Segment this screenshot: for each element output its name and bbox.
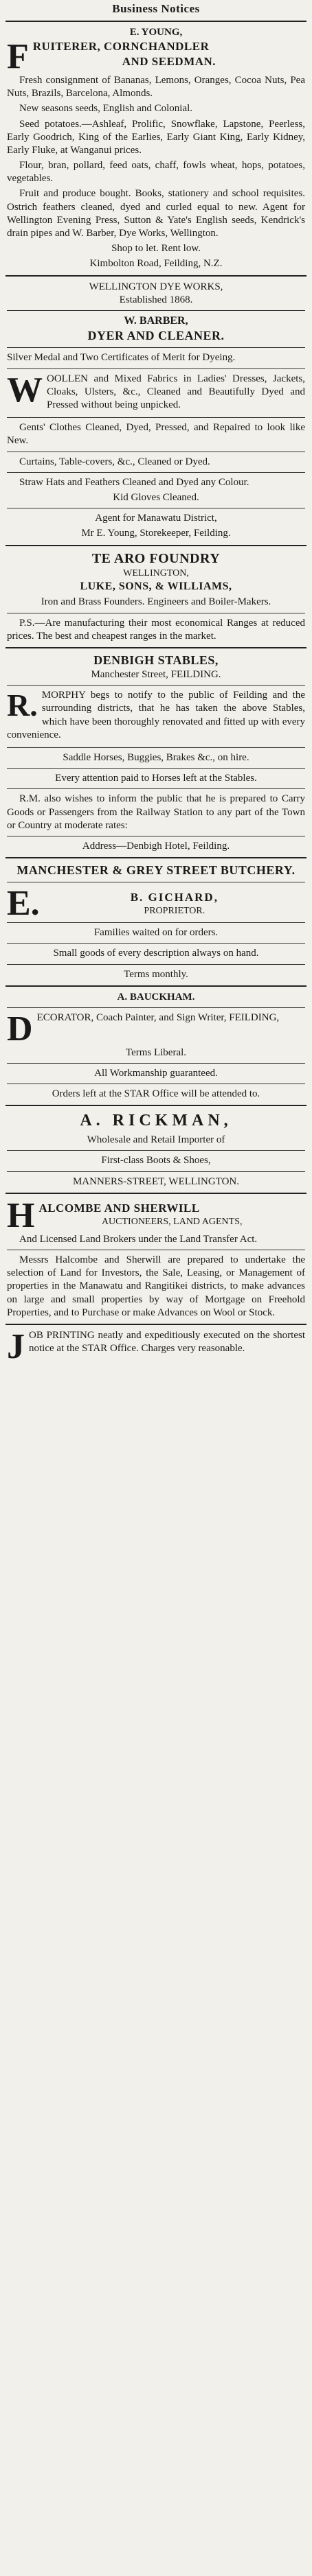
divider bbox=[7, 1007, 305, 1008]
advertiser-name: B. GICHARD, bbox=[130, 891, 219, 904]
divider bbox=[5, 545, 307, 546]
advert-text: ECORATOR, Coach Painter, and Sign Writer, FEILDING, bbox=[36, 1011, 280, 1023]
advert-title: WELLINGTON DYE WORKS, bbox=[89, 281, 223, 292]
divider bbox=[7, 747, 305, 748]
advert-text: Wholesale and Retail Importer of bbox=[87, 1134, 225, 1146]
advert-title: DYER AND CLEANER. bbox=[87, 329, 225, 343]
advert-subtitle: Manchester Street, FEILDING. bbox=[91, 669, 221, 681]
divider bbox=[5, 275, 307, 277]
advert-address: Address—Denbigh Hotel, Feilding. bbox=[82, 840, 230, 852]
divider bbox=[7, 943, 305, 944]
divider bbox=[7, 347, 305, 348]
advert-text: MORPHY begs to notify to the public of Feilding and the surrounding districts, that he has taken the above Stables, which have been thoroughly renovated and fitted up with every convenience. bbox=[7, 690, 305, 740]
advert-text: Messrs Halcombe and Sherwill are prepared to undertake the selection of Land for Investors, the Sale, Leasing, or Management of properties in the Manawatu and Rangitikei districts, to make advances on large and small properties by way of Mortgage on Freehold Properties, and to Purchase or make Advances on Wool or Stock. bbox=[7, 1254, 305, 1318]
drop-cap: W bbox=[7, 370, 43, 410]
advert-text: First-class Boots & Shoes, bbox=[101, 1155, 211, 1167]
advert-butchery bbox=[5, 863, 307, 981]
advert-rickman bbox=[5, 1110, 307, 1188]
divider bbox=[5, 857, 307, 858]
drop-cap: R. bbox=[7, 688, 38, 723]
advert-title: AND SEEDMAN. bbox=[122, 54, 216, 68]
divider bbox=[5, 1105, 307, 1106]
advert-title: RUITERER, CORNCHANDLER bbox=[32, 39, 210, 53]
advert-text: R.M. also wishes to inform the public that he is prepared to Carry Goods or Passengers from the Railway Station to any part of the Town or Country at moderate rates: bbox=[7, 793, 305, 831]
advert-text: Shop to let. Rent low. bbox=[111, 243, 201, 255]
advert-title: A. RICKMAN, bbox=[80, 1112, 232, 1130]
advert-bauckham bbox=[5, 991, 307, 1101]
advert-text: New seasons seeds, English and Colonial. bbox=[19, 103, 193, 115]
divider bbox=[5, 1324, 307, 1325]
advertiser-name: E. YOUNG, bbox=[129, 26, 183, 38]
advert-title: ALCOMBE AND SHERWILL bbox=[38, 1201, 200, 1215]
advert-subtitle: AUCTIONEERS, LAND AGENTS, bbox=[101, 1216, 243, 1227]
advertiser-name: W. BARBER, bbox=[124, 314, 188, 327]
divider bbox=[5, 1193, 307, 1194]
divider bbox=[7, 1171, 305, 1172]
advert-text: Terms monthly. bbox=[124, 968, 188, 980]
advert-text: Kid Gloves Cleaned. bbox=[113, 491, 199, 503]
divider bbox=[7, 368, 305, 369]
section-header: Business Notices bbox=[112, 2, 200, 15]
advert-text: Agent for Manawatu District, bbox=[95, 513, 217, 524]
advert-text: Orders left at the STAR Office will be attended to. bbox=[52, 1088, 260, 1100]
divider bbox=[5, 647, 307, 648]
divider bbox=[7, 1150, 305, 1151]
advert-foundry bbox=[5, 550, 307, 644]
advert-address: MANNERS-STREET, WELLINGTON. bbox=[72, 1175, 240, 1187]
advert-subtitle: Established 1868. bbox=[119, 294, 193, 305]
advert-text: Saddle Horses, Buggies, Brakes &c., on hire. bbox=[63, 752, 249, 763]
advert-text: Families waited on for orders. bbox=[93, 927, 219, 939]
advert-text: OB PRINTING neatly and expeditiously executed on the shortest notice at the STAR Office. Charges very reasonable. bbox=[29, 1329, 305, 1355]
advert-text: Straw Hats and Feathers Cleaned and Dyed any Colour. bbox=[19, 476, 249, 488]
advert-subtitle: WELLINGTON, bbox=[123, 568, 189, 579]
advert-printing bbox=[5, 1326, 307, 1366]
advert-barber bbox=[5, 281, 307, 541]
divider bbox=[7, 310, 305, 311]
divider bbox=[7, 788, 305, 789]
advert-denbigh bbox=[5, 653, 307, 853]
advert-text: Curtains, Table-covers, &c., Cleaned or Dyed. bbox=[19, 456, 210, 467]
drop-cap: J bbox=[7, 1326, 25, 1366]
advert-text: And Licensed Land Brokers under the Land Transfer Act. bbox=[19, 1233, 258, 1245]
advert-text: Iron and Brass Founders. Engineers and Boiler-Makers. bbox=[41, 596, 271, 608]
advert-text: Mr E. Young, Storekeeper, Feilding. bbox=[81, 528, 231, 539]
divider bbox=[7, 768, 305, 769]
advert-subtitle: PROPRIETOR. bbox=[144, 905, 205, 916]
advert-text: Small goods of every description always on hand. bbox=[53, 948, 259, 959]
drop-cap: E. bbox=[7, 884, 40, 924]
advert-text: Silver Medal and Two Certificates of Merit for Dyeing. bbox=[7, 352, 236, 364]
divider bbox=[5, 21, 307, 22]
advert-title: MANCHESTER & GREY STREET BUTCHERY. bbox=[16, 863, 296, 878]
divider bbox=[5, 985, 307, 987]
advert-text: Terms Liberal. bbox=[125, 1046, 187, 1058]
advert-title: DENBIGH STABLES, bbox=[93, 653, 219, 668]
advert-text: OOLLEN and Mixed Fabrics in Ladies' Dresses, Jackets, Cloaks, Ulsters, &c., Cleaned and Beautifully Dyed and Pressed without being unpicked. bbox=[47, 373, 305, 410]
advert-address: Kimbolton Road, Feilding, N.Z. bbox=[89, 258, 223, 270]
advert-young bbox=[5, 26, 307, 271]
advert-text: All Workmanship guaranteed. bbox=[94, 1068, 218, 1079]
divider bbox=[7, 685, 305, 686]
newspaper-column bbox=[5, 0, 307, 1366]
divider bbox=[7, 472, 305, 473]
divider bbox=[7, 1063, 305, 1064]
advert-halcombe bbox=[5, 1195, 307, 1320]
divider bbox=[7, 964, 305, 965]
advert-text: Fresh consignment of Bananas, Lemons, Oranges, Cocoa Nuts, Pea Nuts, Brazils, Barcelona, Almonds. bbox=[7, 74, 305, 99]
advert-text: Seed potatoes.—Ashleaf, Prolific, Snowflake, Lapstone, Peerless, Early Goodrich, King of the Earlies, Early Giant King, Early Kidney, Early Fluke, at Wanganui prices. bbox=[7, 118, 305, 156]
advert-text: Gents' Clothes Cleaned, Dyed, Pressed, and Repaired to look like New. bbox=[7, 422, 305, 447]
drop-cap: D bbox=[7, 1009, 33, 1049]
divider bbox=[7, 922, 305, 923]
drop-cap: H bbox=[7, 1195, 35, 1235]
advert-text: Fruit and produce bought. Books, stationery and school requisites. Ostrich feathers cleaned, dyed and curled equal to new. Agent for Wellington Evening Press, Sutton & Yate's English seeds, Kendrick's drain pipes and W. Barber, Dye Works, Wellington. bbox=[7, 188, 305, 239]
advert-text: Flour, bran, pollard, feed oats, chaff, fowls wheat, hops, potatoes, vegetables. bbox=[7, 160, 305, 185]
drop-cap: F bbox=[7, 36, 29, 76]
advert-title: TE ARO FOUNDRY bbox=[91, 550, 221, 566]
divider bbox=[7, 417, 305, 418]
advert-text: P.S.—Are manufacturing their most economical Ranges at reduced prices. The best and cheapest ranges in the market. bbox=[7, 617, 305, 642]
advertiser-name: LUKE, SONS, & WILLIAMS, bbox=[80, 581, 232, 592]
advert-title: A. BAUCKHAM. bbox=[117, 991, 195, 1003]
advert-text: Every attention paid to Horses left at the Stables. bbox=[55, 773, 257, 784]
